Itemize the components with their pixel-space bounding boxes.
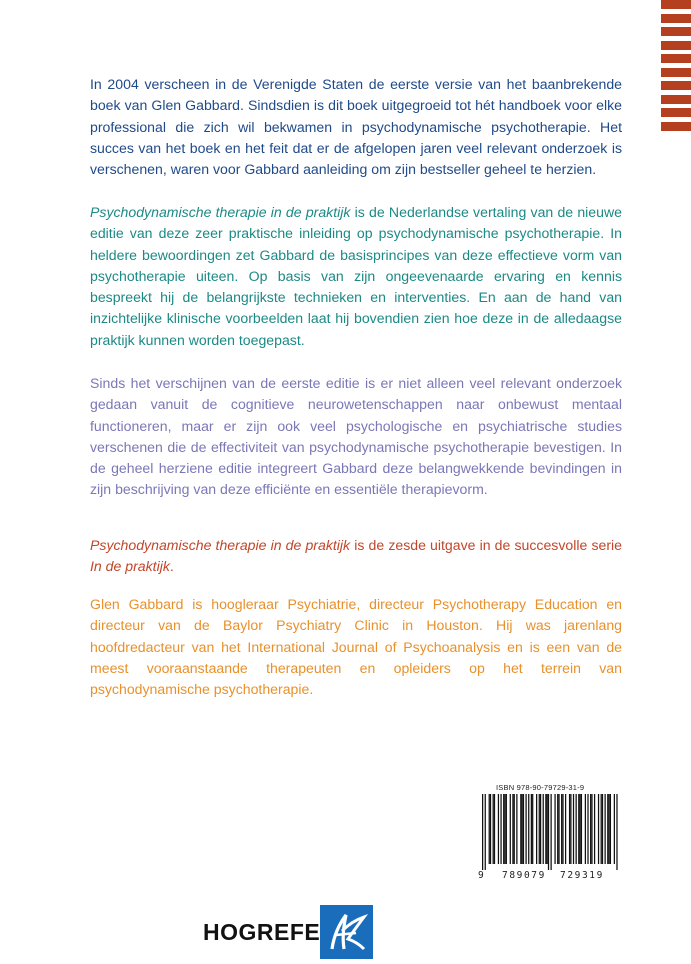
stripe-bar: [661, 54, 691, 63]
barcode-bar: [525, 794, 526, 864]
stripe-bar: [661, 122, 691, 131]
publisher-name: HOGREFE: [203, 919, 321, 945]
stripe-bar: [661, 95, 691, 104]
barcode-bar: [514, 794, 515, 864]
barcode-bar: [494, 794, 495, 864]
barcode-bar: [587, 794, 588, 864]
barcode-bar: [510, 794, 511, 864]
barcode-bar: [485, 794, 486, 870]
barcode-bar: [539, 794, 540, 864]
barcode-bar: [543, 794, 544, 864]
hogrefe-logo-icon: [320, 905, 373, 959]
barcode-block: [478, 783, 623, 885]
barcode-bar: [561, 794, 562, 864]
barcode-bar: [490, 794, 491, 864]
barcode-icon: [482, 794, 619, 870]
barcode-bar: [503, 794, 504, 864]
barcode-bar: [500, 794, 501, 864]
barcode-bar: [482, 794, 483, 870]
barcode-bar: [581, 794, 582, 864]
barcode-bar: [548, 794, 549, 870]
barcode-bar: [602, 794, 603, 864]
barcode-bar: [504, 794, 505, 864]
barcode-bar: [616, 794, 617, 870]
barcode-bar: [540, 794, 541, 864]
barcode-bar: [605, 794, 606, 864]
barcode-bar: [590, 794, 591, 864]
paragraph-series: [90, 535, 622, 578]
barcode-bar: [498, 794, 499, 864]
paragraph-intro: In 2004 verscheen in de Verenigde Staten de eerste versie van het baanbrekende boek van Glen Gabbard. Sindsdien is dit boek uitgegroeid tot hét handboek voor elke professional die zich wil bekwamen in psychodynamische psychotherapie. Het succes van het boek en het feit dat er de afgelopen jaren veel relevant onderzoek is verschenen, waren voor Gabbard aanleiding om zijn bestseller geheel te herzien.: [90, 76, 622, 178]
barcode-bar: [578, 794, 579, 864]
barcode-bar: [558, 794, 559, 864]
stripe-bar: [661, 27, 691, 36]
barcode-bar: [570, 794, 571, 864]
book-title-italic: Psychodynamische therapie in de praktijk: [90, 537, 351, 553]
barcode-digits-group1: 789079: [502, 870, 546, 881]
paragraph-translation: [90, 202, 622, 351]
paragraph-author-bio: Glen Gabbard is hoogleraar Psychiatrie, directeur Psychotherapy Education en directeur van de Baylor Psychiatry Clinic in Houston. Hij was jarenlang hoofdredacteur van het International Journal of Psychoanalysis en is een van de meest vooraanstaande therapeuten en opleiders op het terrein van psychodynamische psychotherapie.: [90, 596, 622, 698]
barcode-bar: [489, 794, 490, 864]
barcode-bar: [520, 794, 521, 864]
book-title-italic: Psychodynamische therapie in de praktijk: [90, 204, 351, 220]
barcode-bar: [493, 794, 494, 864]
barcode-bar: [506, 794, 507, 864]
barcode-bar: [607, 794, 608, 864]
stripe-bar: [661, 41, 691, 50]
barcode-bar: [585, 794, 586, 864]
barcode-bar: [598, 794, 599, 864]
barcode-bar: [569, 794, 570, 864]
barcode-bar: [608, 794, 609, 864]
barcode-bar: [551, 794, 552, 870]
barcode-bar: [536, 794, 537, 864]
stripe-bar: [661, 81, 691, 90]
paragraph-translation-text: is de Nederlandse vertaling van de nieuwe editie van deze zeer praktische inleiding op psychodynamische psychotherapie. In heldere bewoordingen zet Gabbard de basisprincipes van deze effectieve vorm van psychotherapie uiteen. Op basis van zijn ongeevenaarde ervaring en kennis bespreekt hij de belangrijkste technieken en interventies. En aan de hand van inzichtelijke klinische voorbeelden laat hij bovendien zien hoe deze in de alledaagse praktijk kunnen worden toegepast.: [90, 204, 623, 348]
barcode-bar: [532, 794, 533, 864]
barcode-bar: [531, 794, 532, 864]
barcode-bar: [601, 794, 602, 864]
decorative-stripes: [661, 0, 691, 138]
barcode-bar: [512, 794, 513, 864]
barcode-bar: [573, 794, 574, 864]
barcode-bar: [594, 794, 595, 864]
barcode-bar: [522, 794, 523, 864]
barcode-bar: [547, 794, 548, 864]
barcode-bar: [523, 794, 524, 864]
barcode-bar: [591, 794, 592, 864]
barcode-bar: [562, 794, 563, 864]
paragraph-research: Sinds het verschijnen van de eerste editie is er niet alleen veel relevant onderzoek gedaan vanuit de cognitieve neurowetenschappen naar onbewust mentaal functioneren, maar er zijn ook veel psychologische en psychiatrische studies verschenen die de effectiviteit van psychodynamische psychotherapie bevestigen. In de geheel herziene editie integreert Gabbard deze belangwekkende bevindingen in zijn beschrijving van deze efficiënte en essentiële therapievorm.: [90, 375, 622, 498]
barcode-bar: [528, 794, 529, 864]
isbn-label: ISBN 978-90-79729-31-9: [496, 783, 585, 792]
barcode-bar: [516, 794, 517, 864]
barcode-bar: [565, 794, 566, 864]
paragraph-series-end: .: [169, 558, 174, 575]
barcode-digit-lead: 9: [478, 870, 484, 881]
stripe-bar: [661, 0, 691, 9]
barcode-bar: [579, 794, 580, 864]
barcode-bar: [545, 794, 546, 864]
barcode-bar: [576, 794, 577, 864]
paragraph-series-text: is de zesde uitgave in de succesvolle serie: [350, 537, 622, 553]
stripe-bar: [661, 14, 691, 23]
series-name-italic: In de praktijk: [90, 558, 170, 575]
barcode-bar: [557, 794, 558, 864]
barcode-bar: [614, 794, 615, 864]
barcode-bar: [610, 794, 611, 864]
barcode-bar: [554, 794, 555, 864]
stripe-bar: [661, 108, 691, 117]
barcode-digits-group2: 729319: [560, 870, 604, 881]
stripe-bar: [661, 68, 691, 77]
